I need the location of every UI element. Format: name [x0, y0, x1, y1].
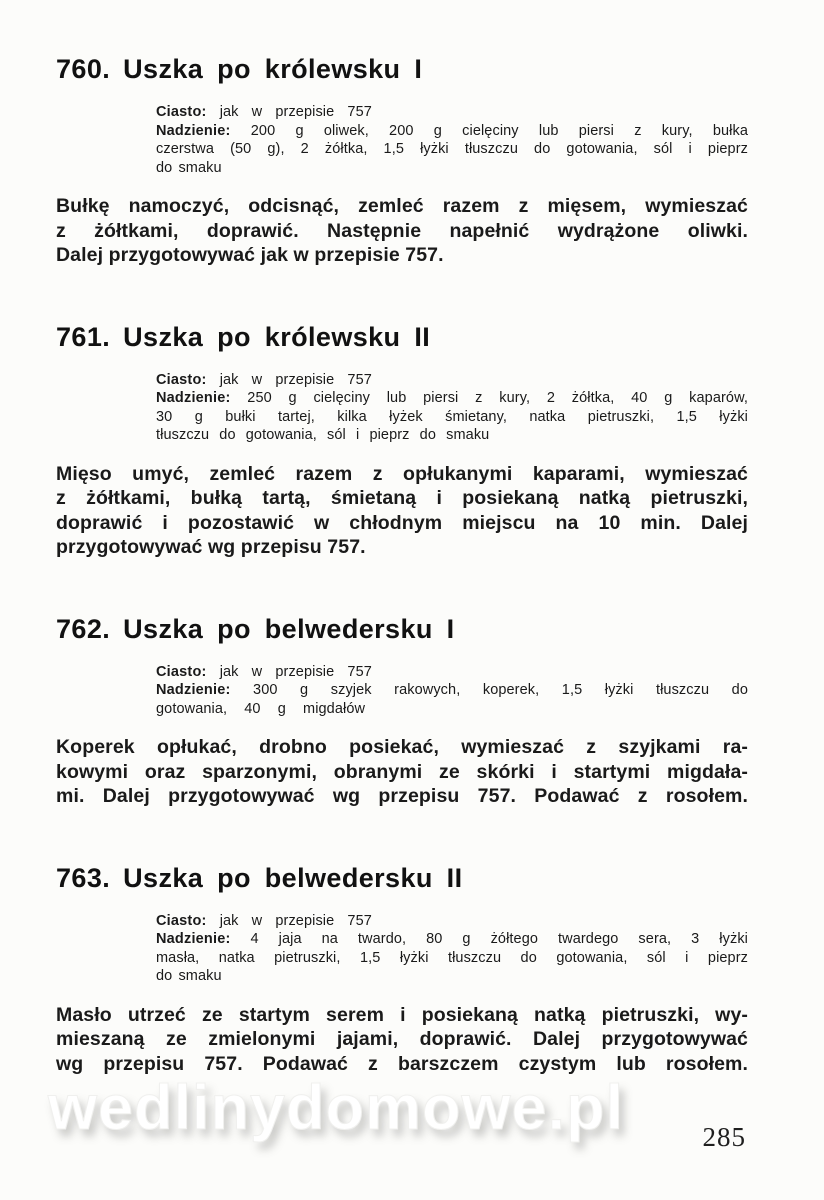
nadzienie-line: [156, 681, 748, 700]
method-line: Masło utrzeć ze startym serem i posiekaną natką pietruszki, wy-: [56, 1003, 748, 1026]
nadzienie-value: 250 g cielęciny lub piersi z kury, 2 żółtka, 40 g kaparów,: [247, 390, 748, 406]
ciasto-line: [156, 663, 748, 682]
ingredients-block: [156, 103, 748, 177]
recipe-763: [56, 861, 748, 1077]
nadzienie-line: [156, 389, 748, 408]
recipe-title: Uszka po królewsku I: [123, 54, 423, 84]
ciasto-label: Ciasto:: [156, 912, 207, 929]
nadzienie-label: Nadzienie:: [156, 122, 231, 139]
ingredients-block: [156, 371, 748, 445]
nadzienie-value: 300 g szyjek rakowych, koperek, 1,5 łyżki tłuszczu do: [253, 682, 748, 698]
method-paragraph: [56, 735, 748, 809]
method-line: Dalej przygotowywać jak w przepisie 757.: [56, 244, 444, 266]
nadzienie-label: Nadzienie:: [156, 390, 231, 406]
ciasto-line: [156, 371, 748, 390]
nadzienie-line: [156, 122, 748, 141]
nadzienie-line: [156, 930, 748, 949]
nadzienie-label: Nadzienie:: [156, 931, 231, 947]
method-line: mi. Dalej przygotowywać wg przepisu 757. Podawać z rosołem.: [56, 785, 748, 807]
ingredients-block: [156, 663, 748, 719]
recipe-762: [56, 612, 748, 809]
ciasto-label: Ciasto:: [156, 371, 207, 388]
recipe-heading: [56, 861, 748, 895]
ciasto-value: jak w przepisie 757: [219, 663, 372, 680]
recipe-760: [56, 52, 748, 268]
recipe-heading: [56, 612, 748, 646]
nadzienie-line: do smaku: [156, 968, 222, 984]
method-line: wg przepisu 757. Podawać z barszczem czystym lub rosołem.: [56, 1052, 748, 1075]
nadzienie-line: do smaku: [156, 159, 222, 176]
method-paragraph: [56, 194, 748, 268]
method-paragraph: [56, 462, 748, 560]
recipe-title: Uszka po królewsku II: [123, 321, 431, 352]
nadzienie-line: masła, natka pietruszki, 1,5 łyżki tłuszczu do gotowania, sól i pieprz: [156, 949, 748, 966]
nadzienie-line: gotowania, 40 g migdałów: [156, 700, 366, 717]
method-line: Koperek opłukać, drobno posiekać, wymieszać z szyjkami ra-: [56, 736, 748, 758]
recipe-number: 762.: [56, 613, 111, 644]
recipe-heading: [56, 52, 748, 86]
ciasto-line: [156, 912, 748, 931]
ciasto-label: Ciasto:: [156, 104, 207, 120]
ciasto-value: jak w przepisie 757: [219, 371, 372, 388]
nadzienie-label: Nadzienie:: [156, 682, 231, 698]
method-line: z żółtkami, doprawić. Następnie napełnić wydrążone oliwki.: [56, 219, 748, 242]
nadzienie-line: czerstwa (50 g), 2 żółtka, 1,5 łyżki tłuszczu do gotowania, sól i pieprz: [156, 141, 748, 157]
watermark-text: wedlinydomowe.pl: [48, 1073, 625, 1143]
method-line: z żółtkami, bułką tartą, śmietaną i posiekaną natką pietruszki,: [56, 487, 748, 509]
nadzienie-line: 30 g bułki tartej, kilka łyżek śmietany, natka pietruszki, 1,5 łyżki: [156, 408, 748, 425]
method-paragraph: [56, 1003, 748, 1077]
recipe-title: Uszka po belwedersku II: [123, 862, 463, 893]
ciasto-value: jak w przepisie 757: [219, 912, 372, 929]
recipe-title: Uszka po belwedersku I: [123, 613, 455, 644]
ciasto-value: jak w przepisie 757: [219, 104, 372, 120]
ciasto-line: [156, 103, 748, 122]
method-line: kowymi oraz sparzonymi, obranymi ze skórki i startymi migdała-: [56, 760, 748, 783]
nadzienie-line: tłuszczu do gotowania, sól i pieprz do smaku: [156, 427, 490, 443]
method-line: mieszaną ze zmielonymi jajami, doprawić. Dalej przygotowywać: [56, 1028, 748, 1050]
nadzienie-value: 200 g oliwek, 200 g cielęciny lub piersi z kury, bułka: [250, 122, 748, 139]
method-line: doprawić i pozostawić w chłodnym miejscu na 10 min. Dalej: [56, 511, 748, 534]
recipe-number: 760.: [56, 54, 111, 84]
recipe-number: 763.: [56, 862, 111, 893]
ingredients-block: [156, 912, 748, 986]
recipe-heading: [56, 320, 748, 354]
method-line: Mięso umyć, zemleć razem z opłukanymi kaparami, wymieszać: [56, 462, 748, 485]
recipe-number: 761.: [56, 321, 111, 352]
method-line: Bułkę namoczyć, odcisnąć, zemleć razem z mięsem, wymieszać: [56, 195, 748, 217]
nadzienie-value: 4 jaja na twardo, 80 g żółtego twardego sera, 3 łyżki: [250, 931, 748, 947]
ciasto-label: Ciasto:: [156, 663, 207, 680]
recipe-761: [56, 320, 748, 560]
method-line: przygotowywać wg przepisu 757.: [56, 536, 366, 558]
page-number: 285: [702, 1122, 746, 1152]
